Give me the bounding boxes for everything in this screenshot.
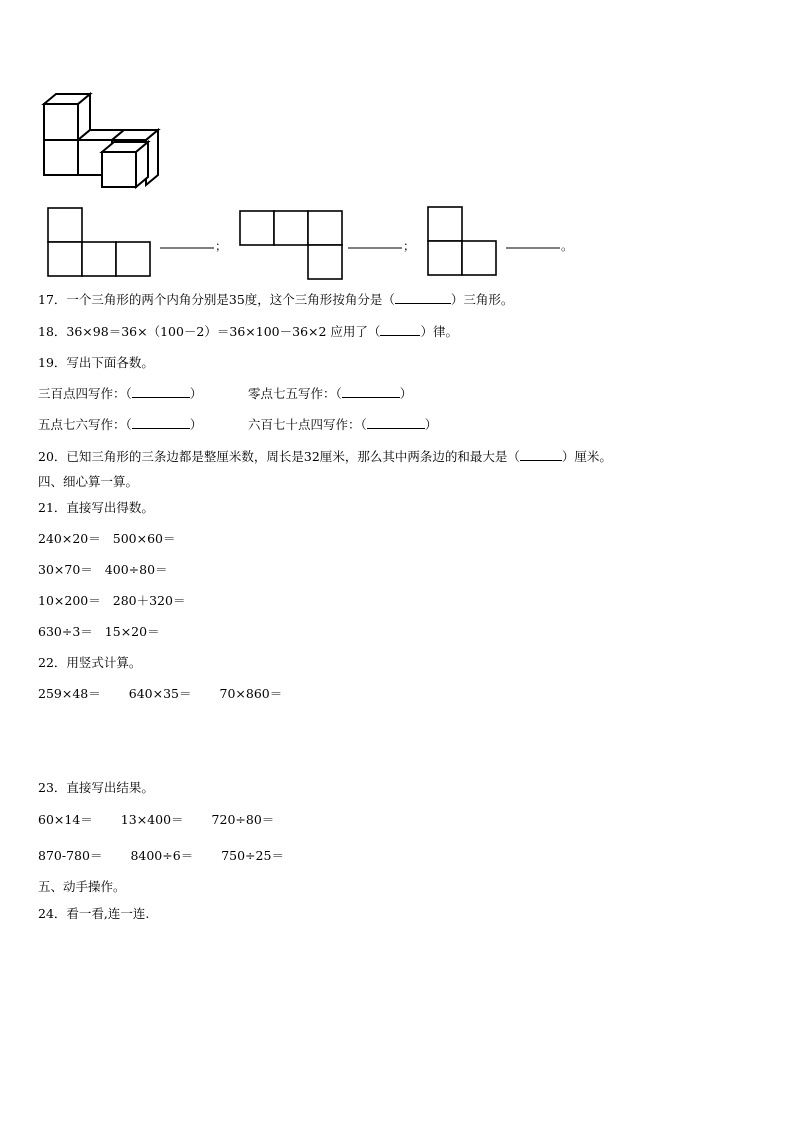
question-21-title: 21．直接写出得数。 — [38, 500, 154, 515]
view-1 — [48, 208, 150, 276]
cube-top-front — [44, 104, 78, 140]
q23-expr: 60×14＝ — [38, 812, 93, 827]
q23-row-2 — [38, 848, 284, 864]
q21-expr: 400÷80＝ — [104, 562, 168, 577]
q21-expr: 240×20＝ — [38, 531, 101, 546]
q20-text-a: 20．已知三角形的三条边都是整厘米数，周长是32厘米，那么其中两条边的和最大是（ — [38, 449, 520, 464]
view-2 — [240, 211, 342, 279]
q18-text-b: ）律。 — [420, 324, 458, 339]
q23-row-1 — [38, 812, 274, 828]
q21-expr: 10×200＝ — [38, 593, 101, 608]
q22-expr: 640×35＝ — [128, 686, 192, 701]
q18-text-a: 18．36×98＝36×（100－2）＝36×100－36×2 应用了（ — [38, 324, 381, 339]
q23-expr: 720÷80＝ — [211, 812, 275, 827]
q19-item-4-blank[interactable] — [367, 416, 425, 429]
q19-item-4-close: ） — [424, 417, 438, 432]
q19-row-2 — [38, 416, 202, 433]
question-23-title: 23．直接写出结果。 — [38, 780, 154, 795]
cube-figure — [0, 0, 794, 290]
q21-expr: 280＋320＝ — [112, 593, 186, 608]
q21-expr: 500×60＝ — [112, 531, 176, 546]
q21-row-1 — [38, 531, 176, 547]
q23-expr: 870-780＝ — [38, 848, 103, 863]
section-5-title: 五、动手操作。 — [38, 879, 126, 894]
q19-item-2-label: 零点七五写作：（ — [248, 386, 342, 401]
q18-answer-blank[interactable] — [380, 323, 420, 336]
q19-item-3-close: ） — [189, 417, 203, 432]
q21-expr: 15×20＝ — [104, 624, 160, 639]
q19-row-2b — [248, 416, 437, 433]
q19-item-1-label: 三百点四写作：（ — [38, 386, 132, 401]
q19-item-2-blank[interactable] — [342, 385, 400, 398]
q19-item-1-close: ） — [189, 386, 203, 401]
question-24-title: 24．看一看,连一连. — [38, 906, 150, 921]
q22-row — [38, 686, 282, 702]
question-20 — [38, 448, 612, 465]
view-1-separator: ； — [215, 239, 228, 253]
question-17 — [38, 291, 513, 308]
q23-expr: 750÷25＝ — [221, 848, 284, 863]
q22-expr: 70×860＝ — [219, 686, 283, 701]
q21-expr: 630÷3＝ — [38, 624, 93, 639]
question-18 — [38, 323, 458, 340]
q19-row-1b — [248, 385, 412, 402]
section-4-title: 四、细心算一算。 — [38, 474, 139, 489]
view-3 — [428, 207, 496, 275]
q22-expr: 259×48＝ — [38, 686, 101, 701]
q21-row-2 — [38, 562, 168, 578]
q17-text-b: ）三角形。 — [450, 292, 514, 307]
q21-expr: 30×70＝ — [38, 562, 93, 577]
q19-item-1-blank[interactable] — [132, 385, 190, 398]
q23-expr: 13×400＝ — [120, 812, 184, 827]
cube-bottom-left-front — [44, 140, 78, 175]
q23-expr: 8400÷6＝ — [130, 848, 194, 863]
question-22-title: 22．用竖式计算。 — [38, 655, 142, 670]
q19-item-3-blank[interactable] — [132, 416, 190, 429]
q19-row-1 — [38, 385, 202, 402]
q19-item-2-close: ） — [399, 386, 413, 401]
q21-row-3 — [38, 593, 185, 609]
q17-text-a: 17．一个三角形的两个内角分别是35度，这个三角形按角分是（ — [38, 292, 395, 307]
view-3-separator: 。 — [561, 239, 574, 253]
q20-answer-blank[interactable] — [520, 448, 562, 461]
q20-text-b: ）厘米。 — [561, 449, 612, 464]
question-19-title: 19．写出下面各数。 — [38, 355, 154, 370]
q19-item-3-label: 五点七六写作：（ — [38, 417, 132, 432]
view-2-separator: ； — [403, 239, 416, 253]
cube-front-front — [102, 152, 136, 187]
q17-answer-blank[interactable] — [395, 291, 451, 304]
q19-item-4-label: 六百七十点四写作：（ — [248, 417, 367, 432]
q21-row-4 — [38, 624, 160, 640]
